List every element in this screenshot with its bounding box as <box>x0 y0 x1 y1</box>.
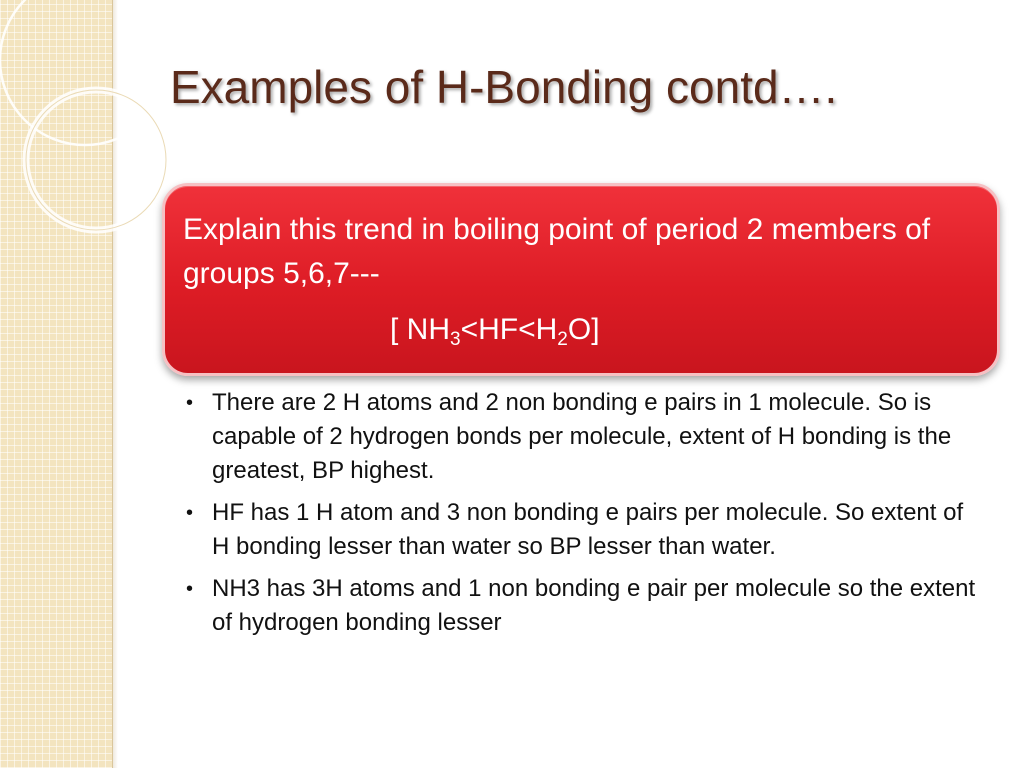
bullet-text-nh3: NH3 has 3H atoms and 1 non bonding e pair per molecule so the extent of hydrogen bonding lesser <box>212 575 976 636</box>
formula-subscript-3: 3 <box>450 329 461 350</box>
formula-part-hf-h: <HF<H <box>460 313 558 346</box>
bullet-dot-icon: • <box>186 578 194 600</box>
explanation-bullet-list <box>184 386 984 648</box>
bullet-item-hf <box>184 496 984 564</box>
bullet-text-hf: HF has 1 H atom and 3 non bonding e pairs per molecule. So extent of H bonding lesser than water so BP lesser than water. <box>212 499 964 560</box>
bullet-item-water <box>184 386 984 488</box>
callout-question-text: Explain this trend in boiling point of period 2 members of groups 5,6,7--- <box>183 213 931 290</box>
bullet-item-nh3 <box>184 572 984 640</box>
formula-subscript-2: 2 <box>557 329 568 350</box>
boiling-point-formula <box>183 310 977 350</box>
bullet-text-water: There are 2 H atoms and 2 non bonding e pairs in 1 molecule. So is capable of 2 hydrogen bonds per molecule, extent of H bonding is the greatest, BP highest. <box>212 389 952 484</box>
formula-part-o: O] <box>567 313 600 346</box>
decorative-ring-large <box>0 0 170 145</box>
question-callout-box <box>162 183 1000 376</box>
decorative-ring-medium <box>26 90 166 230</box>
bullet-dot-icon: • <box>186 392 194 414</box>
slide-title: Examples of H-Bonding contd…. <box>170 61 838 113</box>
formula-part-nh: [ NH <box>390 313 450 346</box>
bullet-dot-icon: • <box>186 502 194 524</box>
